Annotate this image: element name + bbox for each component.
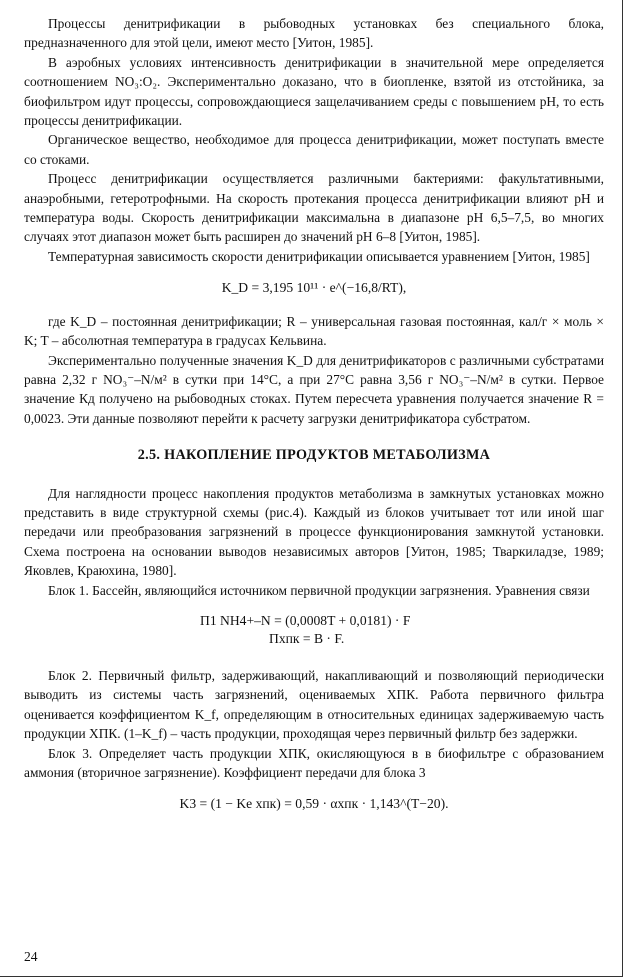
paragraph: Блок 2. Первичный фильтр, задерживающий, накапливающий и позволяющий периодически выводить из системы часть загрязнений, оцениваемых ХПК. Работа первичного фильтра оценивается коэффициентом K_f, определяющим в относительных единицах задерживаемую часть продукции ХПК. (1–K_f) – часть продукции, проходящая через первичный фильтр без задержки.: [24, 667, 604, 742]
paragraph: Органическое вещество, необходимое для процесса денитрификации, может поступать вместе со стоками.: [24, 132, 604, 167]
paragraph: где K_D – постоянная денитрификации; R – универсальная газовая постоянная, кал/г × моль × K; T – абсолютная температура в градусах Кельвина.: [24, 313, 604, 349]
paragraph: Процесс денитрификации осуществляется различными бактериями: факультативными, анаэробными, гетеротрофными. На скорость протекания процесса денитрификации влияют pH и температура воды. Скорость денитрификации максимальна в диапазоне pH 6,5–7,5, во многих случаях этот диапазон может быть расширен до значений pH 6–8 [Уитон, 1985].: [24, 171, 604, 245]
formula-block3: K3 = (1 − Ke хпк) = 0,59 · αхпк · 1,143^(T−20).: [179, 796, 449, 812]
text-body: [24, 14, 604, 828]
paragraph: Блок 1. Бассейн, являющийся источником первичной продукции загрязнения. Уравнения связи: [48, 582, 590, 598]
formula-block1: [24, 612, 604, 648]
paragraph: Для наглядности процесс накопления продуктов метаболизма в замкнутых установках можно представить в виде структурной схемы (рис.4). Каждый из блоков учитывает тот или иной шаг передачи или преобразования загрязнений в процессе функционирования замкнутой установки. Схема построена на основании выводов независимых авторов [Уитон, 1985; Тваркиладзе, 1989; Яковлев, Краюхина, 1980].: [24, 485, 604, 579]
paragraph: Процессы денитрификации в рыбоводных установках без специального блока, предназначенного для этой цели, имеют место [Уитон, 1985].: [24, 16, 604, 51]
paragraph: Экспериментально полученные значения K_D для денитрификаторов с различными субстратами равна 2,32 г NO₃⁻–N/м² в сутки при 14°С, а при 27°С равна 3,56 г NO₃⁻–N/м² в сутки. Первое значение Кд получено на рыбоводных стоках. Путем пересчета уравнения получается значение R = 0,0023. Эти данные позволяют перейти к расчету загрузки денитрификатора субстратом.: [24, 352, 604, 426]
paragraph: Температурная зависимость скорости денитрификации описывается уравнением [Уитон, 1985]: [48, 248, 590, 264]
section-heading: 2.5. НАКОПЛЕНИЕ ПРОДУКТОВ МЕТАБОЛИЗМА: [137, 447, 491, 464]
formula-denitrification-rate: K_D = 3,195 10¹¹ · e^(−16,8/RT),: [221, 280, 407, 296]
formula-line: Пхпк = B · F.: [269, 630, 345, 646]
page-number: 24: [24, 949, 38, 964]
paragraph: В аэробных условиях интенсивность денитрификации в значительной мере определяется соотношением NO₃:O₂. Экспериментально доказано, что в биопленке, взятой из отстойника, за биофильтром идут процессы, сопровождающиеся защелачиванием среды с повышением pH, то есть процессы денитрификации.: [24, 54, 604, 129]
paragraph: Блок 3. Определяет часть продукции ХПК, окисляющуюся в в биофильтре с образованием аммония (вторичное загрязнение). Коэффициент передачи для блока 3: [24, 745, 604, 780]
formula-line: П1 NH4+–N = (0,0008T + 0,0181) · F: [200, 612, 411, 628]
